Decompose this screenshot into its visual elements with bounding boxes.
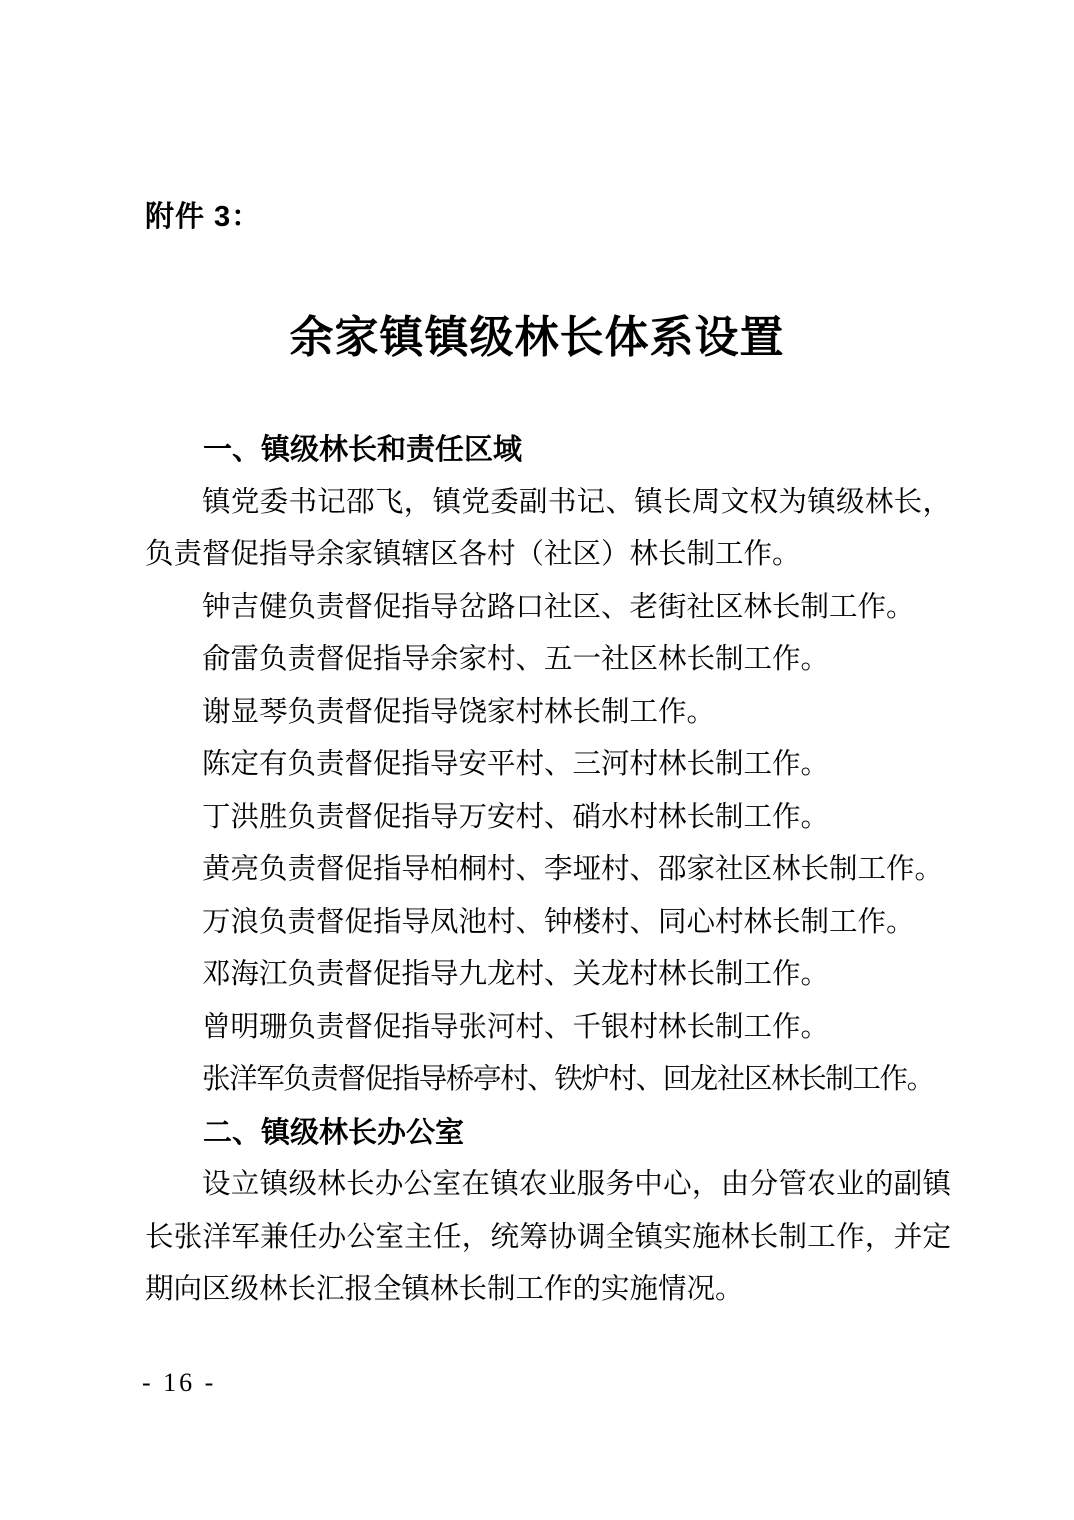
section-2-paragraph: 设立镇级林长办公室在镇农业服务中心，由分管农业的副镇长张洋军兼任办公室主任，统筹协调全镇实施林长制工作，并定期向区级林长汇报全镇林长制工作的实施情况。 — [145, 1169, 951, 1305]
section-1-paragraph: 黄亮负责督促指导柏桐村、李垭村、邵家社区林长制工作。 — [202, 854, 944, 885]
attachment-label: 附件 3： — [145, 201, 262, 233]
section-1-paragraph: 俞雷负责督促指导余家村、五一社区林长制工作。 — [202, 644, 830, 675]
section-1-heading: 一、镇级林长和责任区域 — [203, 434, 523, 466]
document-title: 余家镇镇级林长体系设置 — [289, 313, 785, 362]
document-body — [145, 424, 951, 1317]
section-1-paragraph: 万浪负责督促指导凤池村、钟楼村、同心村林长制工作。 — [202, 906, 915, 938]
section-1-paragraph: 陈定有负责督促指导安平村、三河村林长制工作。 — [202, 749, 830, 780]
section-1-paragraph: 钟吉健负责督促指导岔路口社区、老街社区林长制工作。 — [202, 591, 915, 623]
section-1-paragraph: 邓海江负责督促指导九龙村、关龙村林长制工作。 — [202, 959, 830, 990]
section-1-paragraph: 张洋军负责督促指导桥亭村、铁炉村、回龙社区林长制工作。 — [202, 1064, 934, 1095]
section-1-paragraph: 曾明珊负责督促指导张河村、千银村林长制工作。 — [202, 1011, 830, 1043]
section-1-paragraph: 镇党委书记邵飞，镇党委副书记、镇长周文权为镇级林长，负责督促指导余家镇辖区各村（社区）林长制工作。 — [145, 486, 951, 570]
section-1-paragraph: 丁洪胜负责督促指导万安村、硝水村林长制工作。 — [202, 801, 830, 833]
page-number: - 16 - — [142, 1368, 217, 1397]
section-1-paragraph: 谢显琴负责督促指导饶家村林长制工作。 — [202, 696, 716, 728]
section-2-heading: 二、镇级林长办公室 — [203, 1116, 465, 1149]
